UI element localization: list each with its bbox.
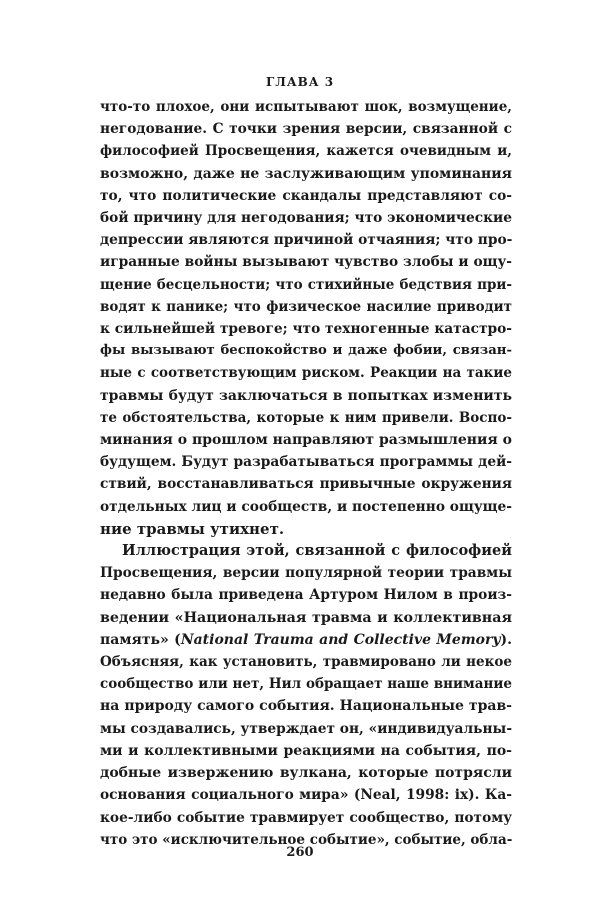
text-line: к сильнейшей тревоге; что техногенные катастро- [100,321,512,338]
text-line: на природу самого события. Национальные трав- [100,698,512,715]
text-line: бой причину для негодования; что экономические [100,210,512,227]
text-fragment: память» ( [100,631,181,648]
text-line: философией Просвещения, кажется очевидным и, [100,143,512,160]
text-line: Объясняя, как установить, травмировано ли некое [100,654,512,671]
text-line: те обстоятельства, которые к ним привели. Воспо- [100,409,512,426]
text-line: что-то плохое, они испытывают шок, возмущение, [100,99,512,115]
page-number: 260 [286,845,314,860]
text-fragment: ). [500,631,512,648]
text-line: водят к панике; что физическое насилие приводит [100,298,512,315]
text-line: минания о прошлом направляют размышления о [100,432,512,449]
text-line: ведении «Национальная травма и коллективная [100,609,512,626]
text-line: ние травмы утихнет. [100,519,285,538]
text-line: негодование. С точки зрения версии, связанной с [100,121,512,138]
text-line: фы вызывают беспокойство и даже фобии, связан- [100,343,512,359]
text-line: недавно была приведена Артуром Нилом в произ- [100,587,512,604]
text-line: щение бесцельности; что стихийные бедствия при- [100,276,512,293]
body-text [100,96,512,851]
text-line: кое-либо событие травмирует сообщество, потому [100,809,512,826]
text-line: возможно, даже не заслуживающим упоминания [100,165,512,182]
text-line: ми и коллективными реакциями на события, по- [100,742,512,759]
text-line: ствий, восстанавливаться привычные окружения [100,476,512,493]
text-line: ные с соответствующим риском. Реакции на такие [100,365,512,382]
text-line: будущем. Будут разрабатываться программы дей- [100,454,512,471]
chapter-header: ГЛАВА 3 [265,75,335,89]
text-line: то, что политические скандалы представляют со- [100,187,512,204]
text-line: мы создавались, утверждает он, «индивидуальны- [100,720,513,737]
english-title: National Trauma and Collective Memory [180,631,501,648]
text-line: игранные войны вызывают чувство злобы и ощу- [100,254,512,271]
text-line: Просвещения, версии популярной теории травмы [100,565,512,582]
text-line: отдельных лиц и сообществ, и постепенно ощуще- [100,498,512,515]
text-line: основания социального мира» (Neal, 1998: ix). Ка- [100,787,512,804]
text-line: травмы будут заключаться в попытках изменить [100,387,512,404]
text-line-with-title [100,629,512,651]
paragraph-1 [100,96,512,540]
paragraph-2 [100,540,512,851]
text-line: Иллюстрация этой, связанной с философией [122,542,512,560]
text-line: добные извержению вулкана, которые потрясли [100,765,512,782]
text-line: депрессии являются причиной отчаяния; что про- [100,232,513,249]
text-line: что это «исключительное событие», событие, обла- [100,831,513,848]
text-line: сообщество или нет, Нил обращает наше внимание [100,676,512,693]
